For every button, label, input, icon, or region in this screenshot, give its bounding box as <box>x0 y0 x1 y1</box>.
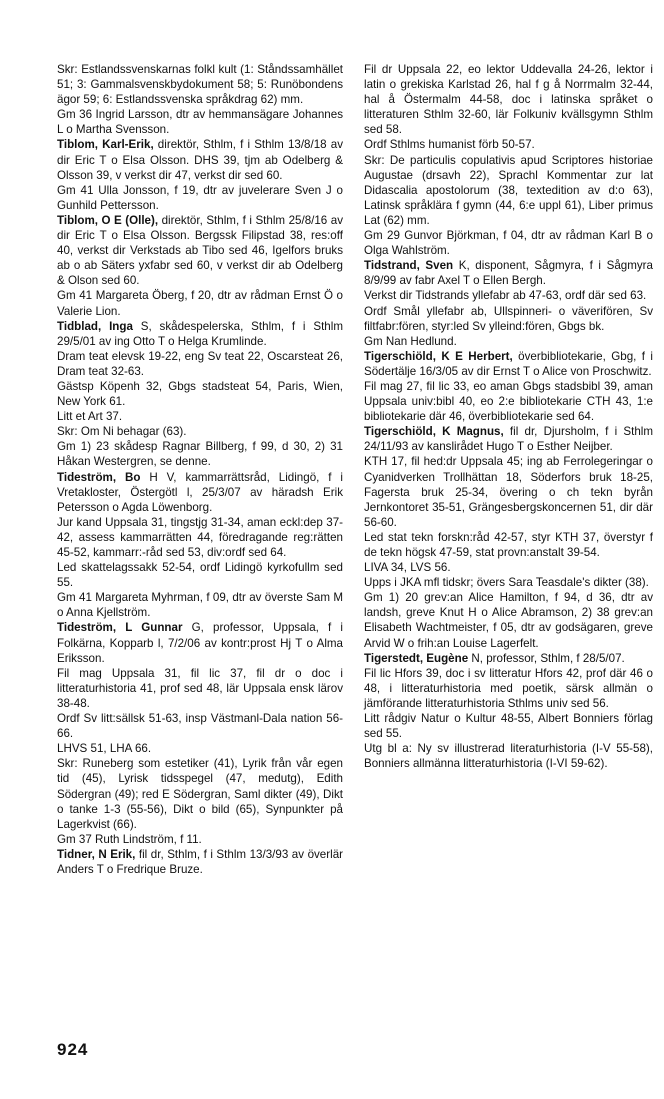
entry-paragraph <box>364 153 653 228</box>
entry-paragraph <box>57 439 343 469</box>
entry-text: Skr: Runeberg som estetiker (41), Lyrik från vår egen tid (45), Lyrisk tidsspegel (47, medutg), Edith Södergran (49); red E Södergran, Saml dikter (49), Dikt o tanke 1-3 (55-56), Dikt o bild (65), Synpunkter på Lagerkvist (66). <box>57 757 343 831</box>
entry-paragraph <box>57 107 343 137</box>
entry-text: Led stat tekn forskn:råd 42-57, styr KTH 37, överstyr f de tekn högsk 47-59, stat provn:anstalt 39-54. <box>364 530 653 559</box>
entry-text: Utg bl a: Ny sv illustrerad literaturhistoria (I-V 55-58), Bonniers allmänna litteraturhistoria (I-VI 59-62). <box>364 742 653 771</box>
entry-text: Skr: Om Ni behagar (63). <box>57 425 187 439</box>
entry-text: Ordf Smål yllefabr ab, Ullspinneri- o väverifören, Sv filtfabr:fören, styr:led Sv ylleind:fören, Gbgs bk. <box>364 304 653 333</box>
entry-headword: Tiblom, Karl-Erik, <box>57 138 154 152</box>
entry-paragraph <box>364 651 653 666</box>
entry-text: KTH 17, fil hed:dr Uppsala 45; ing ab Ferrolegeringar o Cyanidverken Trollhättan 18, Söderfors bruk 18-25, Fagersta bruk 25-34, övering o ch tekn byrån Jernkontoret 35-51, Grängesbergskoncernen 51, dir där 56-60. <box>364 455 653 529</box>
entry-paragraph <box>364 454 653 529</box>
entry-text: S, skådespelerska, Sthlm, f i Sthlm 29/5/01 av ing Otto T o Helga Krumlinde. <box>57 319 343 348</box>
right-column <box>364 62 653 771</box>
entry-headword: Tideström, Bo <box>57 470 141 484</box>
entry-text: Jur kand Uppsala 31, tingstjg 31-34, aman eckl:dep 37-42, assess kammarrätten 44, föredragande reg:rätten 45-52, kammarr:-råd sed 53, div:ordf sed 64. <box>57 515 343 559</box>
entry-paragraph <box>57 183 343 213</box>
entry-paragraph <box>364 666 653 711</box>
entry-paragraph <box>364 137 653 152</box>
entry-paragraph <box>364 590 653 650</box>
entry-text: G, professor, Uppsala, f i Folkärna, Kopparb l, 7/2/06 av kontr:prost Hj T o Alma Eriksson. <box>57 621 344 665</box>
entry-text: Fil dr Uppsala 22, eo lektor Uddevalla 24-26, lektor i latin o grekiska Karlstad 26, hal f g å Norrmalm 32-44, hal å Östermalm 44-58, doc i latinska språket o litteraturen Sthlm 32-60, lär Folkuniv kvällsgymn Sthlm sed 58. <box>364 63 653 137</box>
entry-text: Dram teat elevsk 19-22, eng Sv teat 22, Oscarsteat 26, Dram teat 32-63. <box>57 349 343 378</box>
entry-paragraph <box>57 470 343 515</box>
entry-paragraph <box>57 349 343 379</box>
entry-text: Gm 41 Ulla Jonsson, f 19, dtr av juvelerare Sven J o Gunhild Pettersson. <box>57 183 343 212</box>
entry-headword: Tidblad, Inga <box>57 319 133 333</box>
entry-text: Gm 36 Ingrid Larsson, dtr av hemmansägare Johannes L o Martha Svensson. <box>57 108 343 137</box>
entry-paragraph <box>57 620 343 665</box>
entry-text: LHVS 51, LHA 66. <box>57 742 152 756</box>
entry-paragraph <box>57 409 343 424</box>
entry-headword: Tiblom, O E (Olle), <box>57 213 159 227</box>
entry-paragraph <box>57 62 343 107</box>
entry-text: Gm 29 Gunvor Björkman, f 04, dtr av rådman Karl B o Olga Wahlström. <box>364 229 653 258</box>
entry-text: direktör, Sthlm, f i Sthlm 25/8/16 av dir Eric T o Elsa Olsson. Bergssk Filipstad 38, res:off 40, verkst dir Verkstads ab Tibo sed 46, Igelfors bruks ab o ab Säters yxfabr sed 60, v verkst dir ab Odelberg & Olson sed 60. <box>57 213 343 288</box>
entry-paragraph <box>57 756 343 831</box>
entry-paragraph <box>364 228 653 258</box>
entry-text: fil dr, Sthlm, f i Sthlm 13/3/93 av överlär Anders T o Fredrique Bruze. <box>57 847 344 876</box>
entry-text: N, professor, Sthlm, f 28/5/07. <box>468 651 625 665</box>
entry-text: Gm 41 Margareta Myhrman, f 09, dtr av överste Sam M o Anna Kjellström. <box>57 591 343 620</box>
entry-text: Gm 37 Ruth Lindström, f 11. <box>57 832 202 846</box>
entry-paragraph <box>57 379 343 409</box>
entry-paragraph <box>364 575 653 590</box>
entry-paragraph <box>57 515 343 560</box>
entry-paragraph <box>57 832 343 847</box>
entry-paragraph <box>364 530 653 560</box>
entry-text: K, disponent, Sågmyra, f i Sågmyra 8/9/99 av fabr Axel T o Ellen Bergh. <box>364 259 653 288</box>
entry-paragraph <box>364 288 653 303</box>
entry-text: Litt et Art 37. <box>57 410 123 424</box>
entry-paragraph <box>57 590 343 620</box>
entry-paragraph <box>364 304 653 334</box>
entry-paragraph <box>57 424 343 439</box>
entry-paragraph <box>57 847 343 877</box>
left-column <box>57 62 343 877</box>
entry-paragraph <box>57 711 343 741</box>
entry-paragraph <box>364 62 653 137</box>
entry-text: Litt rådgiv Natur o Kultur 48-55, Albert Bonniers förlag sed 55. <box>364 712 653 741</box>
entry-paragraph <box>364 560 653 575</box>
entry-paragraph <box>364 334 653 349</box>
entry-paragraph <box>57 666 343 711</box>
entry-text: fil dr, Djursholm, f i Sthlm 24/11/93 av kanslirådet Hugo T o Esther Neijber. <box>364 425 653 454</box>
entry-text: Gm Nan Hedlund. <box>364 334 457 348</box>
entry-paragraph <box>364 349 653 379</box>
entry-text: Gästsp Köpenh 32, Gbgs stadsteat 54, Paris, Wien, New York 61. <box>57 379 343 409</box>
entry-text: Ordf Sthlms humanist förb 50-57. <box>364 138 535 152</box>
entry-paragraph <box>364 424 653 454</box>
entry-paragraph <box>57 213 343 288</box>
entry-paragraph <box>364 711 653 741</box>
entry-text: Skr: De particulis copulativis apud Scriptores historiae Augustae (drsavh 22), Sprachl Kommentar zur lat Didascalia apostolorum (38, textedition av d:o 63), Latinsk språklära f gymn (44, 6:e uppl 61), Liber primus Lat (62) mm. <box>364 153 653 227</box>
entry-text: direktör, Sthlm, f i Sthlm 13/8/18 av dir Eric T o Elsa Olsson. DHS 39, tjm ab Odelberg & Olsson 39, v verkst dir 47, verkst dir sed 60. <box>57 138 343 182</box>
entry-paragraph <box>364 258 653 288</box>
entry-paragraph <box>364 379 653 424</box>
entry-headword: Tigerschiöld, K E Herbert, <box>364 349 513 363</box>
entry-text: Gm 1) 23 skådesp Ragnar Billberg, f 99, d 30, 2) 31 Håkan Westergren, se denne. <box>57 440 343 469</box>
entry-headword: Tidstrand, Sven <box>364 259 454 273</box>
entry-text: överbibliotekarie, Gbg, f i Södertälje 16/3/05 av dir Ernst T o Alice von Proschwitz. <box>364 349 653 378</box>
entry-text: Fil mag Uppsala 31, fil lic 37, fil dr o doc i litteraturhistoria 41, prof sed 48, lär Uppsala ensk lärov 38-48. <box>57 666 343 710</box>
entry-text: Fil mag 27, fil lic 33, eo aman Gbgs stadsbibl 39, aman Uppsala univ:bibl 40, eo 2:e bibliotekarie CTH 43, 1:e bibliotekarie där 46, överbibliotekarie sed 64. <box>364 379 653 424</box>
entry-text: Upps i JKA mfl tidskr; övers Sara Teasdale's dikter (38). <box>364 576 649 590</box>
entry-text: LIVA 34, LVS 56. <box>364 561 451 575</box>
entry-text: H V, kammarrättsråd, Lidingö, f i Vretakloster, Östergötl l, 25/3/07 av häradsh Erik Petersson o Agda Löwenborg. <box>57 470 343 514</box>
entry-paragraph <box>57 137 343 182</box>
entry-text: Verkst dir Tidstrands yllefabr ab 47-63, ordf där sed 63. <box>364 289 647 303</box>
entry-headword: Tideström, L Gunnar <box>57 621 183 635</box>
entry-paragraph <box>57 288 343 318</box>
entry-text: Skr: Estlandssvenskarnas folkl kult (1: Ståndssamhället 51; 3: Gammalsvenskbydokument 58; 5: Runöbondens ägor 59; 6: Estlandssvenska språkdrag 62) mm. <box>57 63 343 107</box>
page-number: 924 <box>57 1040 89 1059</box>
entry-paragraph <box>57 741 343 756</box>
entry-text: Ordf Sv litt:sällsk 51-63, insp Västmanl-Dala nation 56-66. <box>57 712 343 741</box>
entry-paragraph <box>57 560 343 590</box>
entry-text: Gm 41 Margareta Öberg, f 20, dtr av rådman Ernst Ö o Valerie Lion. <box>57 289 343 318</box>
entry-headword: Tidner, N Erik, <box>57 847 136 861</box>
entry-text: Fil lic Hfors 39, doc i sv litteratur Hfors 42, prof där 46 o 48, i litteraturhistoria med poetik, särsk allmän o jämförande litteraturhistoria Sthlms univ sed 56. <box>364 666 653 710</box>
entry-text: Gm 1) 20 grev:an Alice Hamilton, f 94, d 36, dtr av landsh, greve Knut H o Alice Abramson, 2) 38 grev:an Elisabeth Wachtmeister, f 05, dtr av godsägaren, greve Arvid W o frih:an Louise Lagerfelt. <box>364 591 653 650</box>
entry-paragraph <box>364 741 653 771</box>
entry-headword: Tigerschiöld, K Magnus, <box>364 425 504 439</box>
entry-paragraph <box>57 319 343 349</box>
entry-headword: Tigerstedt, Eugène <box>364 651 469 665</box>
entry-text: Led skattelagssakk 52-54, ordf Lidingö kyrkofullm sed 55. <box>57 561 343 590</box>
